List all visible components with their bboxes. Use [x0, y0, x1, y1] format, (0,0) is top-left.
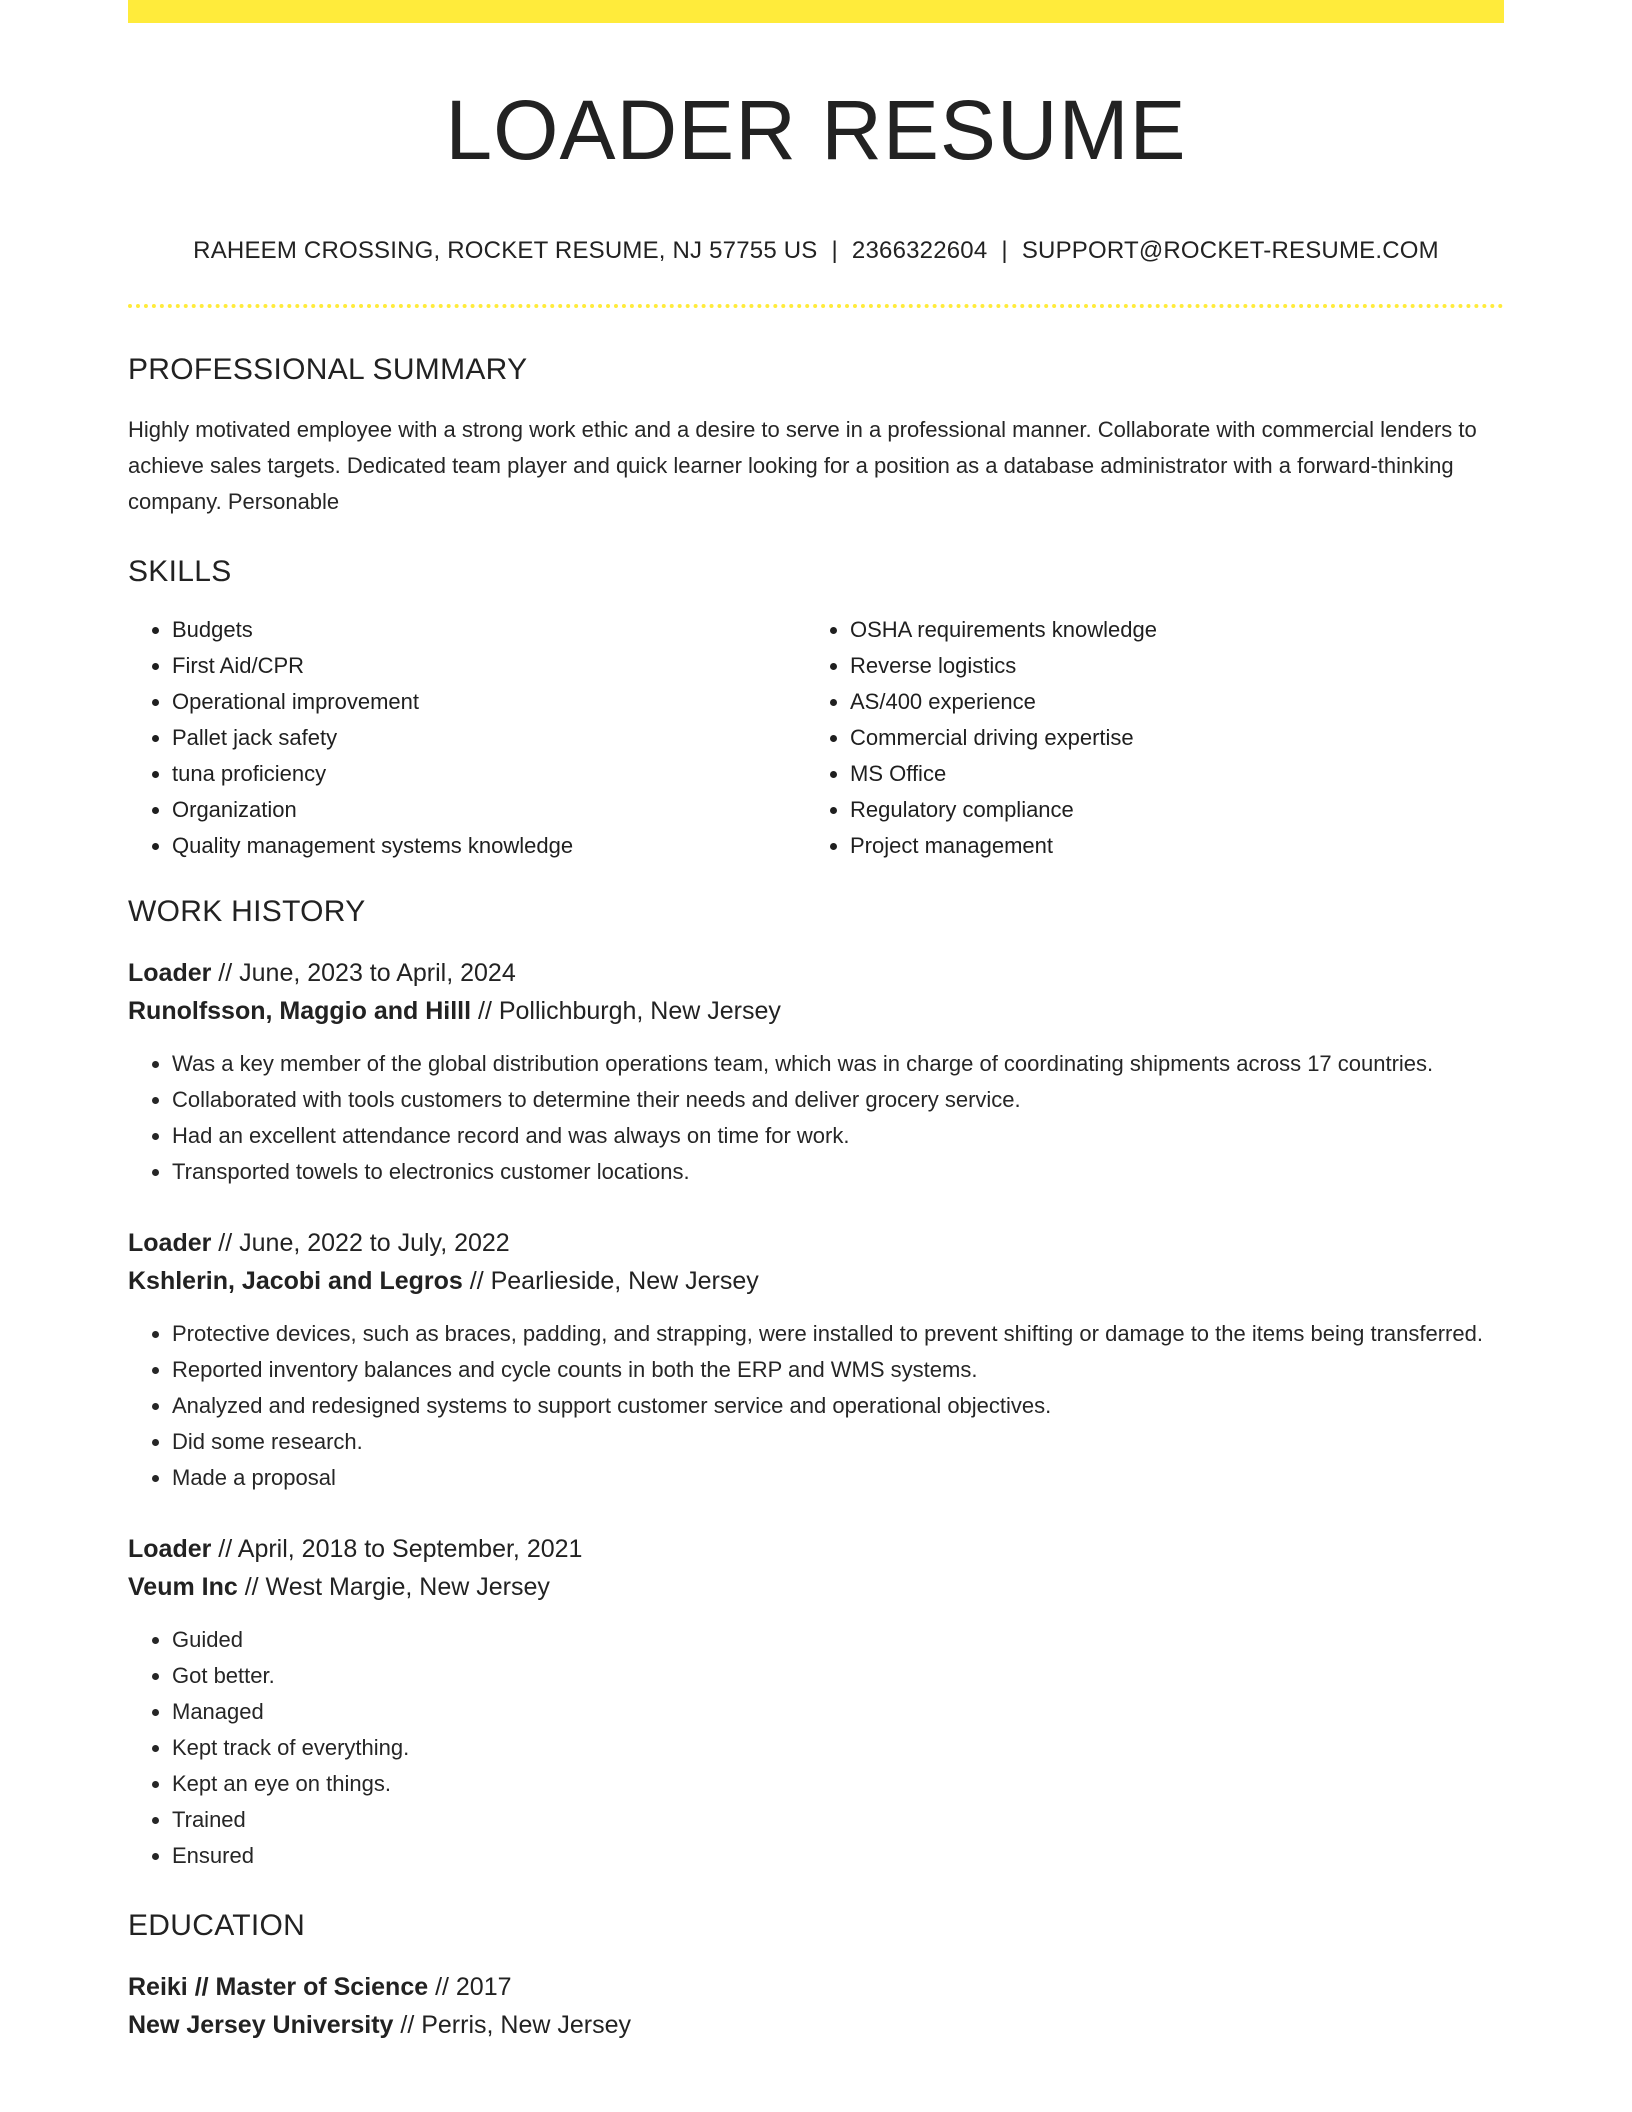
job-dates: // June, 2022 to July, 2022 — [211, 1229, 510, 1257]
job-title: Loader — [128, 959, 212, 987]
job-bullet: • Did some research. — [172, 1424, 1504, 1460]
job-bullet: • Managed — [172, 1694, 1504, 1730]
job-bullets — [128, 1316, 1504, 1496]
job-bullet: • Guided — [172, 1622, 1504, 1658]
job-location: // Pearlieside, New Jersey — [462, 1267, 759, 1295]
work-history-heading: WORK HISTORY — [128, 895, 366, 928]
skill-item: • Project management — [850, 828, 1480, 864]
skills-heading: SKILLS — [128, 555, 232, 588]
education-school: New Jersey University — [128, 2011, 394, 2039]
skill-item: • Operational improvement — [172, 684, 806, 720]
job-company-line — [128, 992, 1504, 1030]
job-bullet: • Transported towels to electronics customer locations. — [172, 1154, 1504, 1190]
contact-email: SUPPORT@ROCKET-RESUME.COM — [1021, 237, 1439, 264]
job-title-line — [128, 1530, 1504, 1568]
skill-item: • Regulatory compliance — [850, 792, 1480, 828]
summary-heading: PROFESSIONAL SUMMARY — [128, 353, 528, 386]
education-heading: EDUCATION — [128, 1909, 306, 1942]
job-title: Loader — [128, 1535, 212, 1563]
job-bullet: • Had an excellent attendance record and was always on time for work. — [172, 1118, 1504, 1154]
job-bullet: • Collaborated with tools customers to determine their needs and deliver grocery service. — [172, 1082, 1504, 1118]
job-entry — [128, 954, 1504, 1190]
job-bullet: • Analyzed and redesigned systems to support customer service and operational objectives. — [172, 1388, 1504, 1424]
job-bullet: • Trained — [172, 1802, 1504, 1838]
skills-columns — [128, 612, 1504, 864]
summary-text: Highly motivated employee with a strong work ethic and a desire to serve in a professional manner. Collaborate with commercial lenders to achieve sales targets. Dedicated team player and quick learner looking for a position as a database administrator with a forward-thinking company. Personable — [128, 417, 1477, 514]
job-bullets — [128, 1046, 1504, 1190]
education-degree-line — [128, 1968, 1504, 2006]
skill-item: • Organization — [172, 792, 806, 828]
job-location: // West Margie, New Jersey — [237, 1573, 550, 1601]
education-entry — [128, 1968, 1504, 2044]
skill-item: • First Aid/CPR — [172, 648, 806, 684]
education-degree: Reiki // Master of Science — [128, 1973, 429, 2001]
contact-line — [128, 235, 1504, 267]
contact-address: RAHEEM CROSSING, ROCKET RESUME, NJ 57755 US — [193, 237, 818, 264]
education-location: // Perris, New Jersey — [393, 2011, 631, 2039]
job-bullet: • Was a key member of the global distribution operations team, which was in charge of coordinating shipments across 17 countries. — [172, 1046, 1504, 1082]
contact-phone: 2366322604 — [851, 237, 988, 264]
job-dates: // April, 2018 to September, 2021 — [211, 1535, 583, 1563]
job-location: // Pollichburgh, New Jersey — [471, 997, 781, 1025]
job-company: Veum Inc — [128, 1573, 238, 1601]
skill-item: • Commercial driving expertise — [850, 720, 1480, 756]
contact-separator: | — [1001, 237, 1008, 264]
job-company: Kshlerin, Jacobi and Legros — [128, 1267, 463, 1295]
job-bullet: • Kept an eye on things. — [172, 1766, 1504, 1802]
job-bullet: • Ensured — [172, 1838, 1504, 1874]
resume-title: LOADER RESUME — [445, 83, 1187, 177]
job-bullet: • Kept track of everything. — [172, 1730, 1504, 1766]
dotted-divider — [128, 304, 1504, 308]
job-bullet: • Protective devices, such as braces, padding, and strapping, were installed to prevent shifting or damage to the items being transferred. — [172, 1316, 1504, 1352]
skill-item: • Reverse logistics — [850, 648, 1480, 684]
job-title-line — [128, 954, 1504, 992]
job-bullet: • Reported inventory balances and cycle counts in both the ERP and WMS systems. — [172, 1352, 1504, 1388]
skill-item: • AS/400 experience — [850, 684, 1480, 720]
job-entry — [128, 1530, 1504, 1874]
contact-separator: | — [831, 237, 838, 264]
job-bullet: • Made a proposal — [172, 1460, 1504, 1496]
job-company-line — [128, 1568, 1504, 1606]
skills-list-left — [128, 612, 806, 864]
education-year: // 2017 — [428, 1973, 512, 2001]
job-bullets — [128, 1622, 1504, 1874]
skill-item: • tuna proficiency — [172, 756, 806, 792]
skill-item: • Pallet jack safety — [172, 720, 806, 756]
skill-item: • Quality management systems knowledge — [172, 828, 806, 864]
job-bullet: • Got better. — [172, 1658, 1504, 1694]
resume-content — [128, 0, 1504, 2044]
skill-item: • Budgets — [172, 612, 806, 648]
skill-item: • MS Office — [850, 756, 1480, 792]
job-title-line — [128, 1224, 1504, 1262]
skill-item: • OSHA requirements knowledge — [850, 612, 1480, 648]
job-title: Loader — [128, 1229, 212, 1257]
job-entry — [128, 1224, 1504, 1496]
job-dates: // June, 2023 to April, 2024 — [211, 959, 516, 987]
skills-list-right — [806, 612, 1480, 864]
education-school-line — [128, 2006, 1504, 2044]
job-company: Runolfsson, Maggio and Hilll — [128, 997, 472, 1025]
job-company-line — [128, 1262, 1504, 1300]
